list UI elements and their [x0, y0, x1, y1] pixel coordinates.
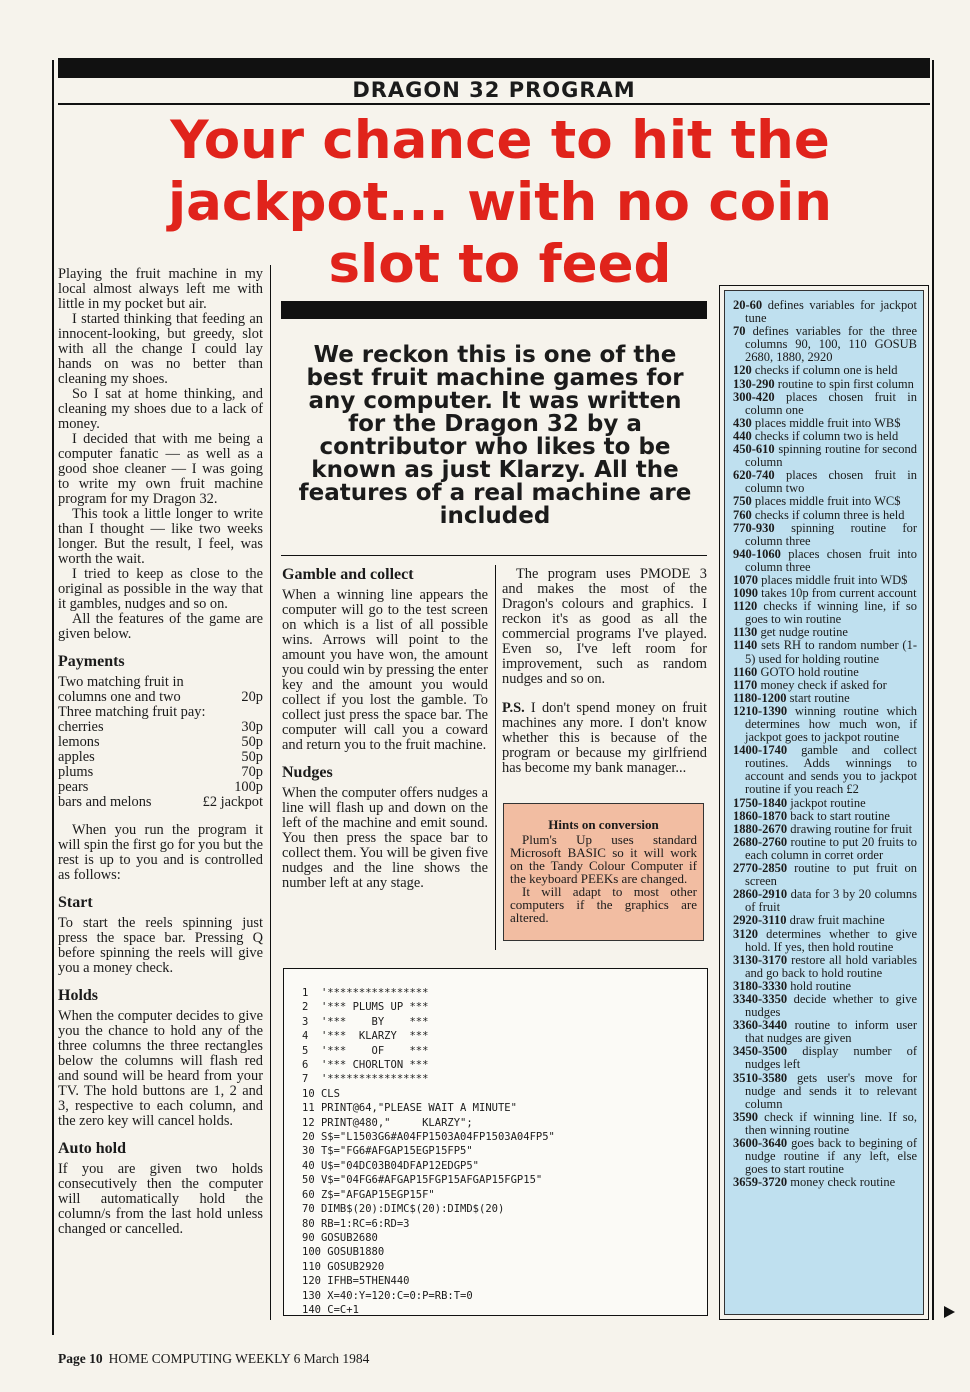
routine-lines: 440 — [733, 428, 752, 443]
routine-item — [733, 1176, 917, 1189]
section-kicker: DRAGON 32 PROGRAM — [352, 78, 636, 102]
code-line: 5 '*** OF *** — [302, 1044, 429, 1057]
routine-lines: 1160 — [733, 664, 758, 679]
program-listing — [283, 968, 708, 1316]
routine-desc: checks if column two is held — [754, 428, 899, 443]
routine-list — [724, 290, 924, 1315]
code-line: 2 '*** PLUMS UP *** — [302, 1001, 429, 1014]
routine-lines: 940-1060 — [733, 546, 781, 561]
routine-desc: checks if winning line, if so goes to win routine — [745, 599, 917, 627]
routine-lines: 3659-3720 — [733, 1175, 788, 1190]
routine-lines: 1090 — [733, 586, 758, 601]
routine-item — [733, 1019, 917, 1045]
code-line: 3 '*** BY *** — [302, 1015, 429, 1028]
code-line: 30 T$="FG6#AFGAP15EGP15FP5" — [302, 1145, 473, 1158]
intro-paragraph: I decided that with me being a computer fanatic — as well as a good shoe cleaner — I was going to write my own fruit machine program for my Dragon 32. — [58, 431, 263, 507]
routine-item — [733, 325, 917, 364]
intro-paragraphs — [58, 267, 263, 642]
routine-desc: routine to spin first column — [777, 376, 914, 391]
routine-item — [733, 1137, 917, 1176]
routine-item — [733, 391, 917, 417]
standfirst-rule — [281, 555, 707, 556]
top-rule-bar — [58, 58, 930, 78]
routine-item — [733, 299, 917, 325]
payout-fruit: lemons — [58, 734, 100, 750]
routine-item — [733, 469, 917, 495]
routine-lines: 2920-3110 — [733, 913, 787, 928]
start-text: To start the reels spinning just press the space bar. Pressing Q before spinning the reels will give you a money check. — [58, 915, 263, 976]
routine-lines: 620-740 — [733, 468, 775, 483]
routine-lines: 3510-3580 — [733, 1070, 788, 1085]
code-line: 12 PRINT@480," KLARZY"; — [302, 1116, 473, 1129]
routine-item — [733, 639, 917, 665]
routine-item — [733, 836, 917, 862]
intro-paragraph: I started thinking that feeding an innocent-looking, but greedy, slot with all the change I could lay hands on was no better than cleaning my shoes. — [58, 311, 263, 387]
ps-label: P.S. — [502, 700, 525, 716]
code-line: 90 GOSUB2680 — [302, 1231, 378, 1244]
payments-heading: Payments — [58, 653, 125, 670]
routine-lines: 2770-2850 — [733, 861, 788, 876]
start-heading: Start — [58, 894, 93, 911]
routine-panel — [719, 285, 929, 1320]
column-one — [58, 267, 263, 1237]
routine-lines: 450-610 — [733, 442, 775, 457]
routine-desc: gamble and collect routines. Adds winnings to account and sends you to jackpot routine if you reach £2 — [745, 743, 917, 797]
payout-row — [58, 795, 263, 810]
routine-lines: 1130 — [733, 625, 758, 640]
routine-item — [733, 1045, 917, 1071]
hints-box — [503, 803, 704, 941]
routine-desc: money check routine — [790, 1175, 896, 1190]
autohold-text: If you are given two holds consecutively then the computer will automatically hold the column/s from the last hold unless changed or cancelled. — [58, 1161, 263, 1237]
code-line: 120 IFHB=5THEN440 — [302, 1275, 410, 1288]
routine-item — [733, 888, 917, 914]
routine-item — [733, 928, 917, 954]
payout-row — [58, 780, 263, 795]
column-two — [282, 565, 488, 891]
routine-desc: places chosen fruit in column one — [745, 389, 918, 417]
nudges-text: When the computer offers nudges a line will flash up and down on the left of the machine and emit sound. You then press the space bar to collect them. You will be given five nudges and the line shows the number left at any stage. — [282, 785, 488, 891]
routine-desc: money check if asked for — [760, 677, 887, 692]
page-number: Page 10 — [58, 1351, 103, 1366]
routine-item — [733, 1072, 917, 1111]
payout-amount: £2 jackpot — [202, 794, 263, 810]
routine-lines: 130-290 — [733, 376, 775, 391]
routine-lines: 770-930 — [733, 520, 775, 535]
routine-item — [733, 1111, 917, 1137]
routine-item — [733, 705, 917, 744]
routine-lines: 3450-3500 — [733, 1044, 788, 1059]
gamble-text: When a winning line appears the computer will go to the test screen on which is a list of all possible wins. Arrows will point to the amount you have won, the amount you could win by pressing the enter key and the amount you would collect if you lost the gamble. To collect just press the space bar. The computer will call you a coward and return you to the fruit machine. — [282, 587, 488, 753]
code-line: 6 '*** CHORLTON *** — [302, 1059, 429, 1072]
routine-lines: 300-420 — [733, 389, 775, 404]
routine-lines: 3120 — [733, 926, 758, 941]
ps-paragraph — [502, 701, 707, 776]
payout-row — [58, 765, 263, 780]
routine-item — [733, 744, 917, 796]
routine-item — [733, 522, 917, 548]
magazine-issue: HOME COMPUTING WEEKLY 6 March 1984 — [108, 1351, 370, 1366]
routine-item — [733, 600, 917, 626]
routine-item — [733, 548, 917, 574]
after-pay-text: When you run the program it will spin the first go for you but the rest is up to you and is controlled as follows: — [58, 822, 263, 883]
routine-desc: back to start routine — [790, 808, 890, 823]
routine-desc: spinning routine for second column — [745, 442, 917, 470]
payout-amount: 70p — [241, 764, 263, 780]
routine-lines: 3340-3350 — [733, 991, 788, 1006]
routine-lines: 3130-3170 — [733, 952, 788, 967]
payout-fruit: bars and melons — [58, 794, 152, 810]
kicker-rule — [58, 103, 930, 105]
payment-two-label: Two matching fruit in columns one and two — [58, 674, 184, 705]
program-text: The program uses PMODE 3 and makes the most of the Dragon's colours and graphics. I reckon it's as good as all the commercial programs I've played. Even so, I've left room for improvement, such as random nudges and so on. — [502, 566, 707, 687]
payout-row — [58, 720, 263, 735]
code-line: 60 Z$="AFGAP15EGP15F" — [302, 1188, 435, 1201]
code-line: 7 '**************** — [302, 1073, 429, 1086]
intro-paragraph: I tried to keep as close to the original as possible in the way that it gambles, nudges and so on. — [58, 566, 263, 612]
routine-lines: 3590 — [733, 1109, 758, 1124]
payment-three-label: Three matching fruit pay: — [58, 704, 206, 720]
routine-desc: takes 10p from current account — [761, 586, 917, 601]
routine-desc: GOTO hold routine — [760, 664, 859, 679]
hints-p1: Plum's Up uses standard Microsoft BASIC so it will work on the Tandy Colour Computer if the keyboard PEEKs are changed. — [510, 832, 697, 886]
routine-desc: start routine — [789, 690, 850, 705]
holds-heading: Holds — [58, 987, 99, 1004]
payout-amount: 100p — [234, 779, 263, 795]
code-line: 100 GOSUB1880 — [302, 1246, 385, 1259]
routine-desc: jackpot routine — [790, 795, 866, 810]
payout-amount: 50p — [241, 734, 263, 750]
payout-fruit: apples — [58, 749, 95, 765]
routine-desc: places chosen fruit in column two — [745, 468, 918, 496]
intro-paragraph: So I sat at home thinking, and cleaning my shoes due to a lack of money. — [58, 386, 263, 432]
routine-desc: get nudge routine — [760, 625, 848, 640]
routine-lines: 750 — [733, 494, 752, 509]
routine-desc: hold routine — [790, 978, 852, 993]
routine-lines: 3600-3640 — [733, 1136, 788, 1150]
routine-lines: 120 — [733, 363, 752, 378]
routine-lines: 3180-3330 — [733, 978, 788, 993]
routine-lines: 1180-1200 — [733, 690, 787, 705]
intro-paragraph: Playing the fruit machine in my local almost always left me with little in my pocket but air. — [58, 266, 263, 312]
payout-fruit: pears — [58, 779, 89, 795]
code-line: 1 '**************** — [302, 987, 429, 999]
code-line: 10 CLS — [302, 1087, 340, 1100]
routine-desc: goes back to begining of nudge routine if any left, else goes to start routine — [745, 1136, 918, 1177]
payout-fruit: cherries — [58, 719, 104, 735]
code-line: 4 '*** KLARZY *** — [302, 1030, 429, 1043]
payout-amount: 30p — [241, 719, 263, 735]
payment-two-fruit — [58, 675, 263, 705]
column-three — [502, 567, 707, 776]
standfirst-bar — [281, 301, 707, 319]
routine-lines: 1210-1390 — [733, 703, 788, 718]
routine-lines: 1070 — [733, 572, 758, 587]
autohold-heading: Auto hold — [58, 1140, 127, 1157]
routine-desc: restore all hold variables and go back to hold routine — [745, 952, 918, 980]
routine-desc: places middle fruit into WD$ — [761, 572, 908, 587]
payment-two-value: 20p — [241, 689, 263, 705]
routine-desc: defines variables for jackpot tune — [745, 298, 917, 326]
payout-row — [58, 735, 263, 750]
intro-paragraph: This took a little longer to write than I thought — like two weeks longer. But the result, I feel, was worth the wait. — [58, 506, 263, 567]
payout-amount: 50p — [241, 749, 263, 765]
standfirst: We reckon this is one of the best fruit machine games for any computer. It was written for the Dragon 32 by a contributor who likes to be known as just Klarzy. All the features of a real machine are included — [298, 342, 692, 529]
routine-desc: gets user's move for nudge and sends it to relevant column — [745, 1070, 917, 1111]
column-one-rule — [270, 265, 271, 1320]
column-two-rule — [495, 565, 496, 950]
routine-lines: 2860-2910 — [733, 887, 788, 902]
routine-desc: check if winning line. If so, then winning routine — [745, 1109, 918, 1137]
routine-desc: decide whether to give nudges — [745, 991, 918, 1020]
routine-item — [733, 862, 917, 888]
intro-paragraph: All the features of the game are given below. — [58, 611, 263, 642]
right-column-rule — [932, 60, 934, 1320]
nudges-heading: Nudges — [282, 764, 333, 781]
routine-desc: routine to put fruit on screen — [745, 861, 918, 889]
routine-desc: places middle fruit into WC$ — [754, 494, 901, 509]
left-column-rule — [52, 60, 54, 1335]
hints-title: Hints on conversion — [548, 817, 659, 832]
routine-lines: 1120 — [733, 599, 758, 614]
code-line: 11 PRINT@64,"PLEASE WAIT A MINUTE" — [302, 1102, 517, 1115]
gamble-heading: Gamble and collect — [282, 566, 414, 583]
hints-p2: It will adapt to most other computers if the graphics are altered. — [510, 884, 697, 925]
code-line: 110 GOSUB2920 — [302, 1260, 385, 1273]
routine-desc: winning routine which determines how much won, if jackpot goes to jackpot routine — [745, 703, 918, 745]
routine-lines: 20-60 — [733, 298, 763, 312]
routine-lines: 1750-1840 — [733, 795, 788, 810]
continue-arrow-icon — [944, 1306, 955, 1318]
routine-lines: 1880-2670 — [733, 821, 788, 836]
routine-desc: routine to inform user that nudges are given — [745, 1018, 917, 1046]
routine-desc: sets RH to random number (1-5) used for holding routine — [745, 638, 918, 666]
routine-lines: 3360-3440 — [733, 1018, 788, 1033]
routine-lines: 760 — [733, 507, 752, 522]
routine-desc: places chosen fruit into column three — [745, 546, 917, 574]
routine-desc: draw fruit machine — [789, 913, 885, 928]
routine-lines: 1140 — [733, 638, 758, 653]
code-line: 130 X=40:Y=120:C=0:P=RB:T=0 — [302, 1289, 473, 1302]
code-line: 20 S$="L1503G6#A04FP1503A04FP1503A04FP5" — [302, 1131, 555, 1144]
page-footer — [58, 1351, 369, 1367]
routine-lines: 1400-1740 — [733, 743, 788, 758]
routine-lines: 2680-2760 — [733, 834, 788, 849]
code-line: 40 U$="04DC03B04DFAP12EDGP5" — [302, 1159, 480, 1172]
headline: Your chance to hit the jackpot... with no coin slot to feed — [167, 110, 833, 295]
routine-desc: routine to put 20 fruits to each column in corret order — [745, 834, 917, 862]
code-line: 80 RB=1:RC=6:RD=3 — [302, 1217, 410, 1230]
routine-lines: 70 — [733, 324, 746, 339]
code-line: 140 C=C+1 — [302, 1303, 359, 1316]
routine-desc: checks if column one is held — [754, 363, 898, 378]
payout-fruit: plums — [58, 764, 94, 780]
ps-text: I don't spend money on fruit machines any more. I don't know whether this is because of the program or because my girlfriend has become my bank manager... — [502, 700, 707, 776]
routine-desc: data for 3 by 20 columns of fruit — [745, 887, 917, 915]
routine-item — [733, 954, 917, 980]
routine-desc: spinning routine for column three — [745, 520, 918, 548]
routine-desc: drawing routine for fruit — [790, 821, 913, 836]
routine-lines: 1860-1870 — [733, 808, 788, 823]
routine-lines: 1170 — [733, 677, 758, 692]
routine-desc: display number of nudges left — [745, 1044, 917, 1072]
routine-desc: places middle fruit into WB$ — [754, 415, 901, 430]
code-line: 50 V$="04FG6#AFGAP15FGP15AFGAP15FGP15" — [302, 1174, 543, 1187]
code-line: 70 DIMB$(20):DIMC$(20):DIMD$(20) — [302, 1203, 505, 1216]
routine-desc: determines whether to give hold. If yes, then hold routine — [745, 926, 918, 954]
routine-lines: 430 — [733, 415, 752, 430]
payout-list — [58, 720, 263, 810]
routine-item — [733, 993, 917, 1019]
payout-row — [58, 750, 263, 765]
holds-text: When the computer decides to give you the chance to hold any of the three columns the three rectangles below the columns will flash red and sound will be heard from your TV. The hold buttons are 1, 2 and 3, respective to each column, and the zero key will cancel holds. — [58, 1008, 263, 1129]
routine-desc: checks if column three is held — [754, 507, 905, 522]
routine-desc: defines variables for the three columns 90, 100, 110 GOSUB 2680, 1880, 2920 — [745, 324, 917, 365]
routine-item — [733, 443, 917, 469]
